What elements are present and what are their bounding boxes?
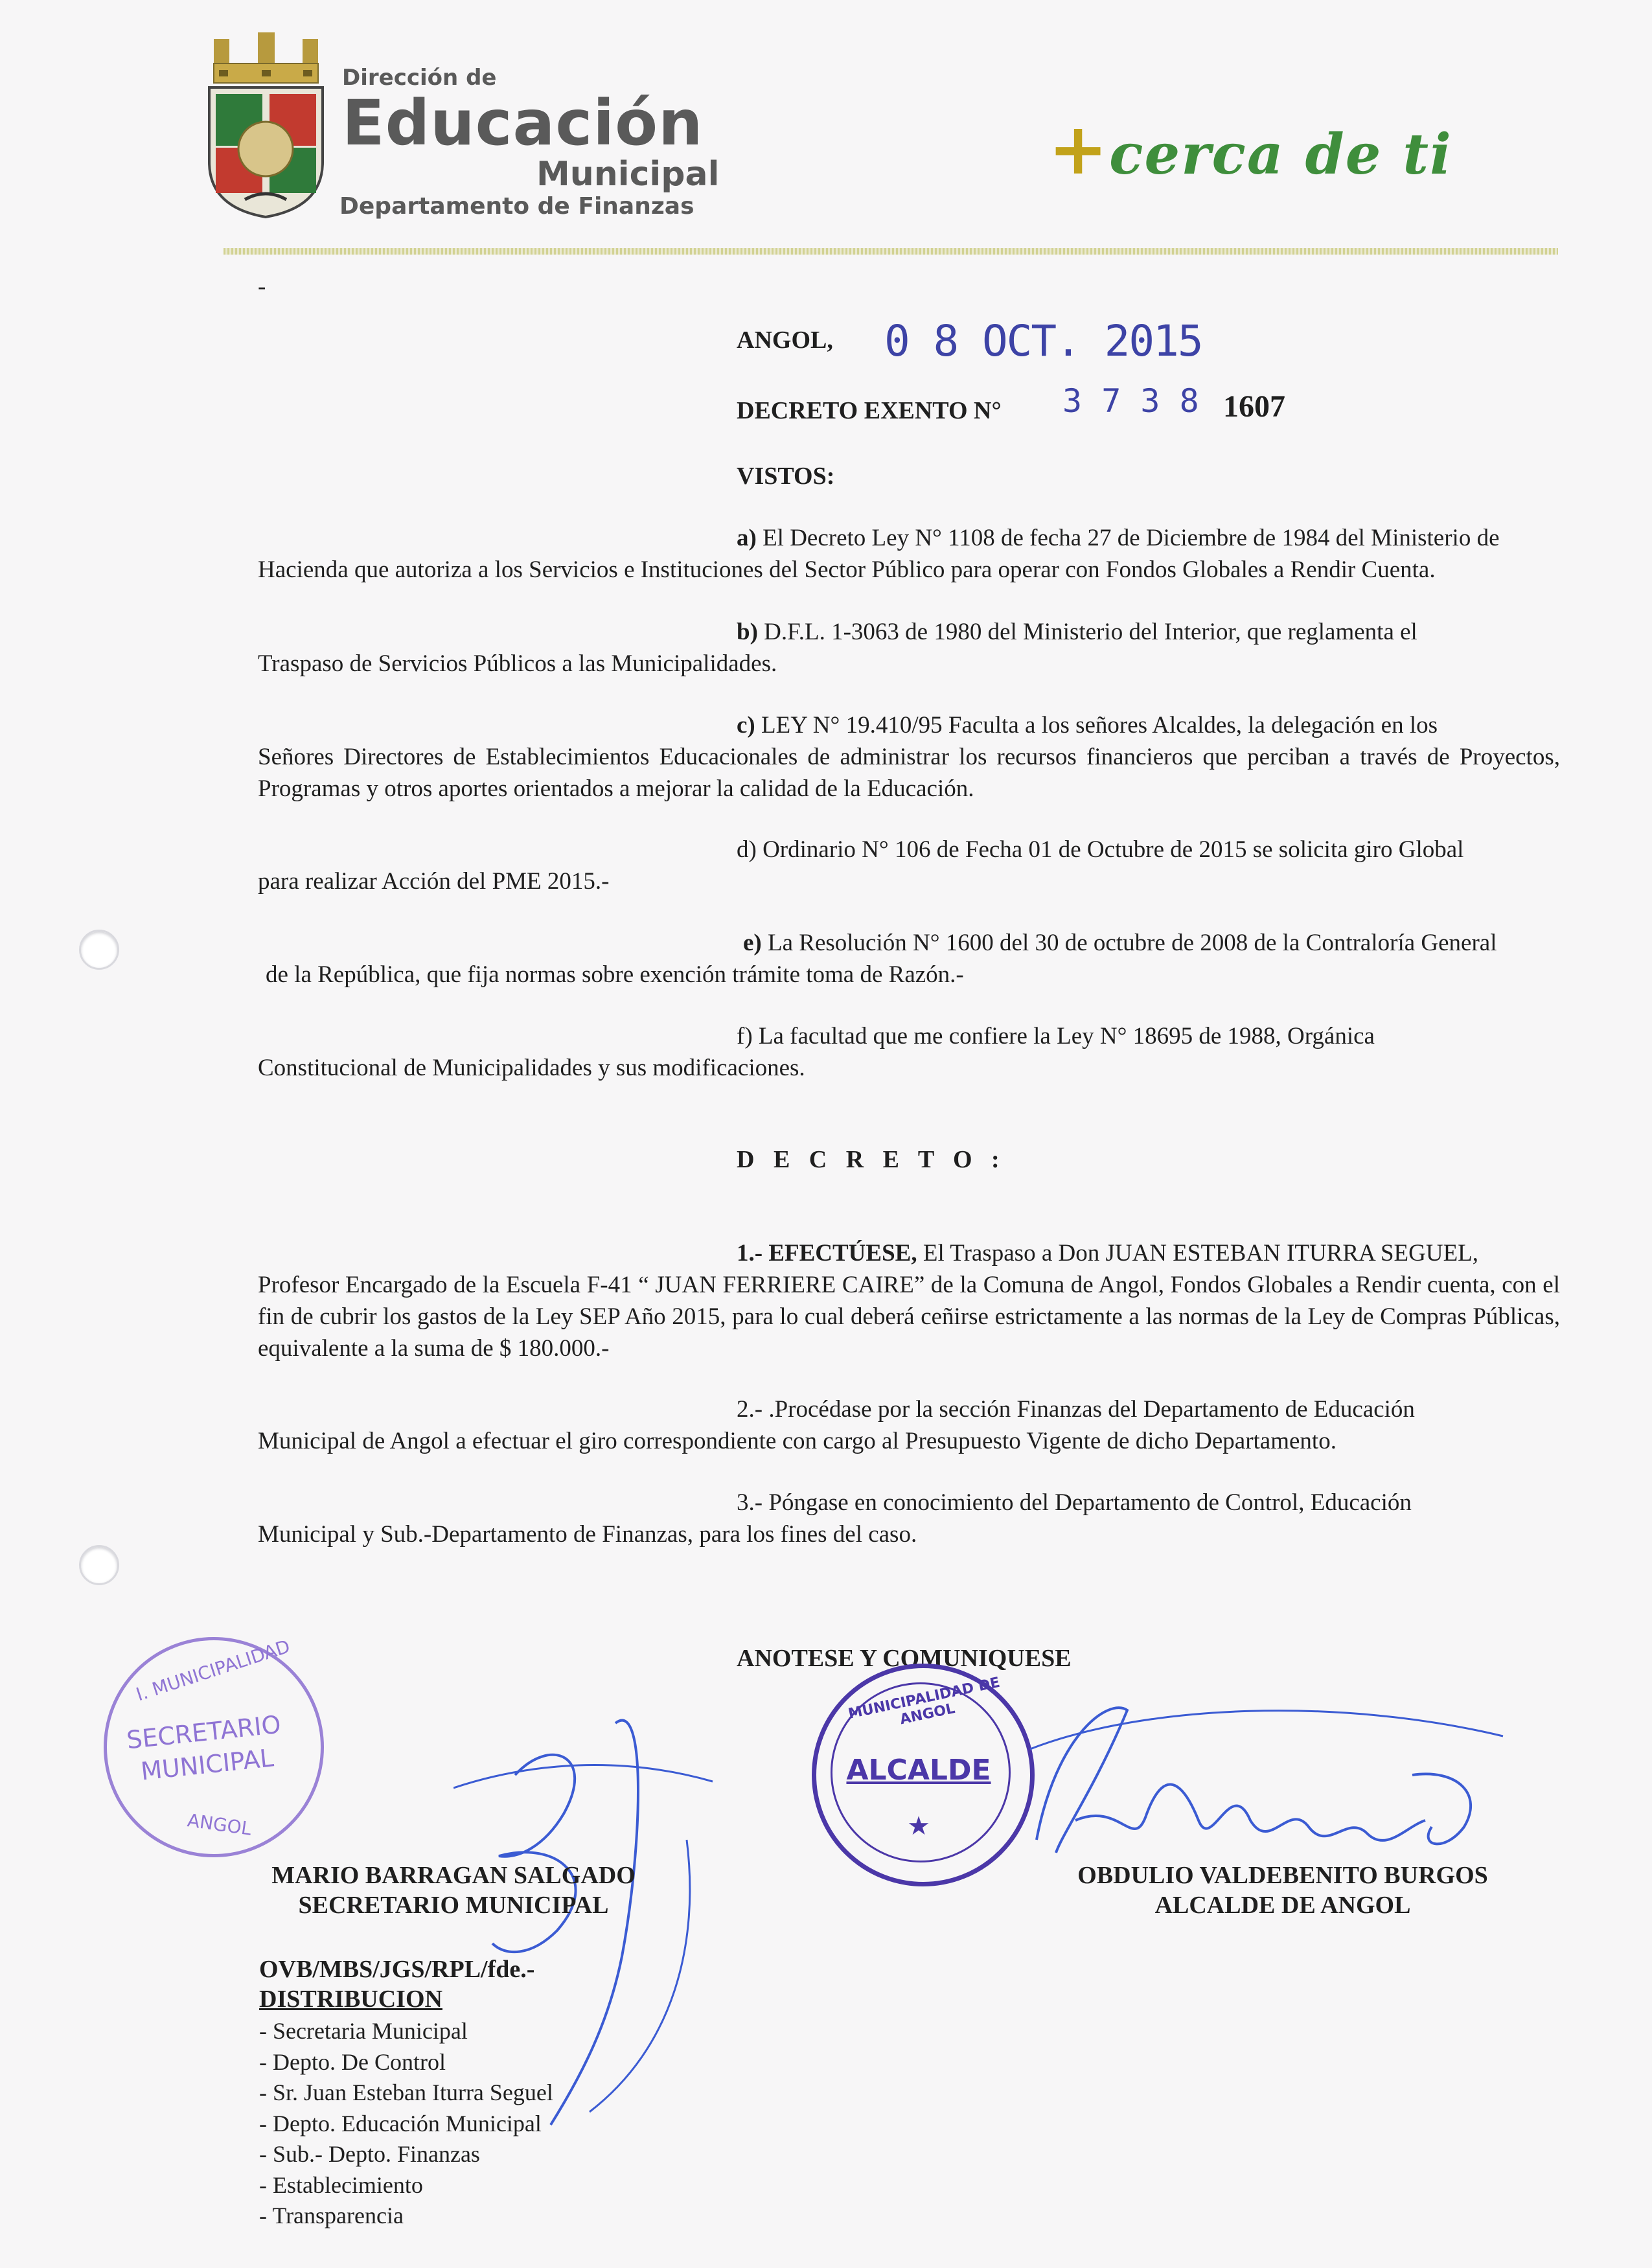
signatory-right <box>1050 1861 1516 1920</box>
slogan-plus: + <box>1048 107 1110 190</box>
place-label: ANGOL, <box>737 326 833 354</box>
header-divider <box>224 248 1558 255</box>
article-1 <box>258 1237 1560 1364</box>
decree-number: 1607 <box>1223 389 1285 424</box>
header-line-4: Departamento de Finanzas <box>339 193 694 220</box>
dash-mark: - <box>258 273 266 300</box>
alcalde-stamp <box>812 1664 1035 1886</box>
article-continuation: Profesor Encargado de la Escuela F-41 “ JUAN FERRIERE CAIRE” de la Comuna de Angol, Fondos Globales a Rendir cuenta, con el fin de cubrir los gastos de la Ley SEP Año 2015, para lo cual deberá ceñirse estrictamente a las normas de la Ley de Compras Públicas, equivalente a la suma de $ 180.000.- <box>258 1272 1560 1362</box>
visto-label: e) <box>743 930 762 956</box>
list-item: - Transparencia <box>259 2203 404 2228</box>
visto-text: D.F.L. 1-3063 de 1980 del Ministerio del Interior, que reglamenta el <box>757 619 1417 645</box>
visto-continuation: Traspaso de Servicios Públicos a las Municipalidades. <box>258 650 777 677</box>
visto-label: b) <box>737 619 758 645</box>
vistos-title: VISTOS: <box>737 463 835 490</box>
signatory-right-title: ALCALDE DE ANGOL <box>1154 1892 1411 1919</box>
header-line-3: Municipal <box>536 155 720 194</box>
slogan <box>1048 107 1452 190</box>
visto-continuation: Constitucional de Municipalidades y sus modificaciones. <box>258 1055 805 1081</box>
punch-hole-top <box>79 930 119 970</box>
article-2 <box>258 1393 1560 1457</box>
list-item: - Sub.- Depto. Finanzas <box>259 2141 480 2167</box>
visto-a <box>258 522 1560 586</box>
visto-d <box>258 834 1560 897</box>
visto-label: a) <box>737 525 757 551</box>
signatory-left-title: SECRETARIO MUNICIPAL <box>298 1892 609 1919</box>
stamp-center-line-2: MUNICIPAL <box>139 1743 275 1786</box>
stamp-ring-top: I. MUNICIPALIDAD <box>133 1635 293 1706</box>
slogan-text: cerca de ti <box>1109 122 1452 187</box>
decreto-title: D E C R E T O : <box>737 1146 1006 1173</box>
article-text: Póngase en conocimiento del Departamento de Control, Educación <box>763 1489 1412 1516</box>
distribution-list <box>259 2016 553 2232</box>
list-item: - Establecimiento <box>259 2171 423 2198</box>
article-continuation: Municipal y Sub.-Departamento de Finanzas, para los fines del caso. <box>258 1521 917 1548</box>
visto-text: LEY N° 19.410/95 Faculta a los señores Alcaldes, la delegación en los <box>755 712 1438 739</box>
list-item: - Depto. Educación Municipal <box>259 2110 542 2136</box>
secretario-stamp <box>104 1637 324 1857</box>
stamp-center-line-1: SECRETARIO <box>125 1710 282 1755</box>
list-item: - Secretaria Municipal <box>259 2018 468 2044</box>
visto-continuation: Hacienda que autoriza a los Servicios e Instituciones del Sector Público para operar con Fondos Globales a Rendir Cuenta. <box>258 556 1436 583</box>
decree-label: DECRETO EXENTO N° <box>737 397 1002 424</box>
decree-stamp-number: 3 7 3 8 <box>1062 382 1199 420</box>
article-label: 2.- <box>737 1396 763 1423</box>
header-line-2: Educación <box>342 87 704 159</box>
visto-c <box>258 709 1560 805</box>
visto-text: Ordinario N° 106 de Fecha 01 de Octubre de 2015 se solicita giro Global <box>756 836 1464 863</box>
stamp-ring-bottom: ANGOL <box>186 1809 253 1840</box>
date-stamp: 0 8 OCT. 2015 <box>884 316 1202 366</box>
coat-of-arms <box>206 32 326 220</box>
visto-label: f) <box>737 1023 753 1049</box>
institution-name <box>339 65 720 220</box>
signature-right <box>1017 1658 1509 1879</box>
signatory-right-name: OBDULIO VALDEBENITO BURGOS <box>1077 1862 1488 1889</box>
visto-e <box>258 927 1560 991</box>
signatory-left <box>259 1861 648 1920</box>
visto-continuation: Señores Directores de Establecimientos Educacionales de administrar los recursos financieros que perciban a través de Proyectos, Programas y otros aportes orientados a mejorar la calidad de la Educación. <box>258 744 1560 802</box>
stamp-center: ALCALDE <box>846 1754 991 1787</box>
visto-text: La facultad que me confiere la Ley N° 18695 de 1988, Orgánica <box>752 1023 1375 1049</box>
visto-label: c) <box>737 712 755 739</box>
list-item: - Depto. De Control <box>259 2048 446 2075</box>
list-item: - Sr. Juan Esteban Iturra Seguel <box>259 2079 553 2105</box>
article-label: 1.- EFECTÚESE, <box>737 1240 917 1266</box>
visto-f <box>258 1020 1560 1084</box>
visto-text: La Resolución N° 1600 del 30 de octubre de 2008 de la Contraloría General <box>761 930 1497 956</box>
closing-formula: ANOTESE Y COMUNIQUESE <box>737 1645 1072 1672</box>
star-icon: ★ <box>907 1811 930 1840</box>
article-3 <box>258 1487 1560 1550</box>
article-text: .Procédase por la sección Finanzas del Departamento de Educación <box>763 1396 1415 1423</box>
visto-label: d) <box>737 836 757 863</box>
signatory-left-name: MARIO BARRAGAN SALGADO <box>271 1862 636 1889</box>
visto-continuation: de la República, que fija normas sobre exención trámite toma de Razón.- <box>266 961 964 988</box>
visto-text: El Decreto Ley N° 1108 de fecha 27 de Diciembre de 1984 del Ministerio de <box>756 525 1500 551</box>
punch-hole-bottom <box>79 1545 119 1585</box>
article-text: El Traspaso a Don JUAN ESTEBAN ITURRA SEGUEL, <box>917 1240 1479 1266</box>
article-continuation: Municipal de Angol a efectuar el giro correspondiente con cargo al Presupuesto Vigente de dicho Departamento. <box>258 1428 1337 1454</box>
initials: OVB/MBS/JGS/RPL/fde.- <box>259 1956 535 1983</box>
article-label: 3.- <box>737 1489 763 1516</box>
header-line-1: Dirección de <box>342 65 497 91</box>
visto-b <box>258 616 1560 680</box>
visto-continuation: para realizar Acción del PME 2015.- <box>258 868 610 895</box>
distribution-title: DISTRIBUCION <box>259 1986 442 2013</box>
stamp-ring: MUNICIPALIDAD DE ANGOL <box>847 1674 1002 1728</box>
